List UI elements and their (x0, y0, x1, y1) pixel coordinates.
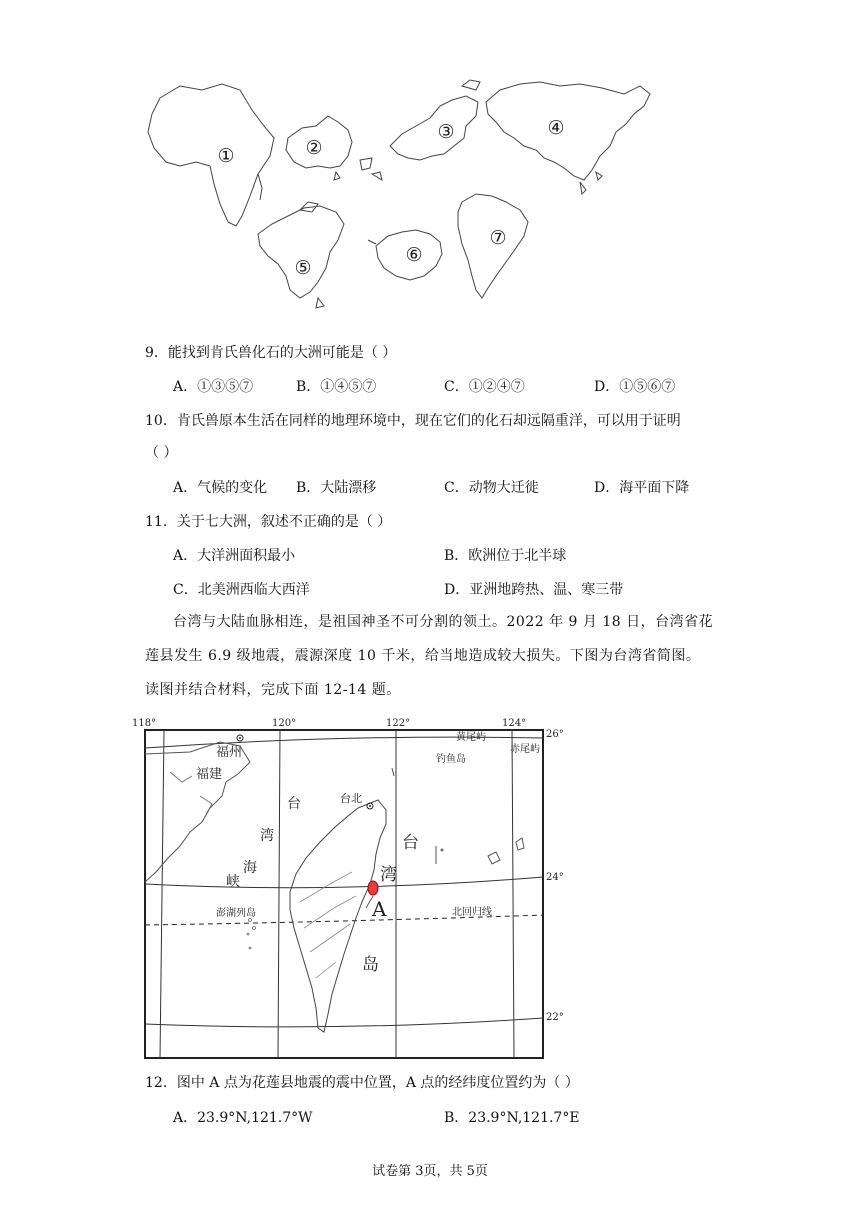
lon-label-120: 120° (272, 718, 297, 729)
meridian-124 (512, 730, 514, 1058)
q11-option-c: C．北美洲西临大西洋 (173, 582, 310, 598)
continent-label-3: ③ (437, 121, 455, 143)
label-taibei: 台北 (340, 792, 362, 805)
label-penghu: 澎湖列岛 (216, 908, 256, 919)
label-fujian: 福建 (196, 767, 223, 782)
label-strait-4: 峡 (226, 874, 240, 890)
lon-label-118: 118° (132, 718, 157, 729)
continent-label-6: ⑥ (405, 244, 423, 266)
passage-line-3: 读图并结合材料，完成下面 12-14 题。 (145, 682, 401, 698)
q12-option-a: A．23.9°N,121.7°W (173, 1110, 313, 1126)
q11-option-b: B．欧洲位于北半球 (444, 548, 567, 564)
question-10-stem: 10．肯氏兽原本生活在同样的地理环境中，现在它们的化石却远隔重洋，可以用于证明 (145, 413, 681, 429)
q11-option-d: D．亚洲地跨热、温、寒三带 (444, 582, 624, 598)
q9-option-d: D．①⑤⑥⑦ (594, 379, 676, 395)
continent-label-2: ② (305, 137, 323, 159)
label-diaoyudao: 钓鱼岛 (436, 754, 466, 765)
label-chiweiyu: 赤尾屿 (510, 744, 540, 755)
q11-option-a: A．大洋洲面积最小 (173, 548, 296, 564)
lat-label-22: 22° (546, 1012, 564, 1023)
lat-label-26: 26° (546, 729, 564, 740)
continent-label-1: ① (217, 145, 235, 167)
q10-option-c: C．动物大迁徙 (444, 480, 539, 496)
question-9-stem: 9．能找到肯氏兽化石的大洲可能是（ ） (145, 345, 397, 361)
epicenter-a-marker (368, 881, 378, 895)
continent-label-7: ⑦ (489, 227, 507, 249)
fujian-coastline (145, 742, 250, 882)
label-strait-1: 台 (287, 796, 301, 812)
q10-option-a: A．气候的变化 (173, 480, 268, 496)
continent-label-5: ⑤ (294, 257, 312, 279)
question-11-stem: 11．关于七大洲，叙述不正确的是（ ） (145, 514, 392, 530)
label-strait-2: 湾 (260, 828, 274, 844)
parallel-22 (145, 1018, 543, 1027)
label-island-2: 湾 (380, 865, 397, 885)
continent-label-4: ④ (547, 117, 565, 139)
page-footer: 试卷第 3页，共 5页 (372, 1164, 488, 1179)
q10-option-d: D．海平面下降 (594, 480, 690, 496)
meridian-120 (278, 730, 280, 1058)
q9-option-a: A．①③⑤⑦ (173, 379, 254, 395)
q12-option-b: B．23.9°N,121.7°E (444, 1110, 580, 1126)
taiwan-map (130, 712, 580, 1064)
continent-north-america-outline (258, 206, 344, 298)
lon-label-122: 122° (386, 718, 411, 729)
meridian-118 (160, 730, 164, 1058)
passage-line-1: 台湾与大陆血脉相连，是祖国神圣不可分割的领土。2022 年 9 月 18 日，台湾省花 (173, 614, 714, 630)
passage-line-2: 莲县发生 6.9 级地震，震源深度 10 千米，给当地造成较大损失。下图为台湾省简图。 (145, 648, 701, 664)
question-12-stem: 12．图中 A 点为花莲县地震的震中位置，A 点的经纬度位置约为（ ） (145, 1075, 579, 1091)
continent-africa-outline (148, 84, 274, 226)
lat-label-24: 24° (546, 872, 564, 883)
label-strait-3: 海 (243, 860, 257, 876)
continent-asia-outline (486, 82, 650, 180)
continents-map (140, 76, 660, 312)
q10-option-b: B．大陆漂移 (296, 480, 377, 496)
label-tropic-of-cancer: 北回归线 (452, 907, 492, 918)
parallel-24 (145, 877, 543, 888)
label-island-3: 岛 (362, 955, 379, 975)
continent-europe-outline (390, 96, 478, 160)
q9-option-b: B．①④⑤⑦ (296, 379, 377, 395)
label-fuzhou: 福州 (216, 745, 243, 760)
label-huangweiyu: 黄尾屿 (456, 732, 486, 743)
label-point-a: A (372, 897, 387, 921)
label-island-1: 台 (402, 833, 419, 853)
question-10-stem-cont: （ ） (145, 445, 178, 461)
lon-label-124: 124° (502, 718, 527, 729)
q9-option-c: C．①②④⑦ (444, 379, 525, 395)
